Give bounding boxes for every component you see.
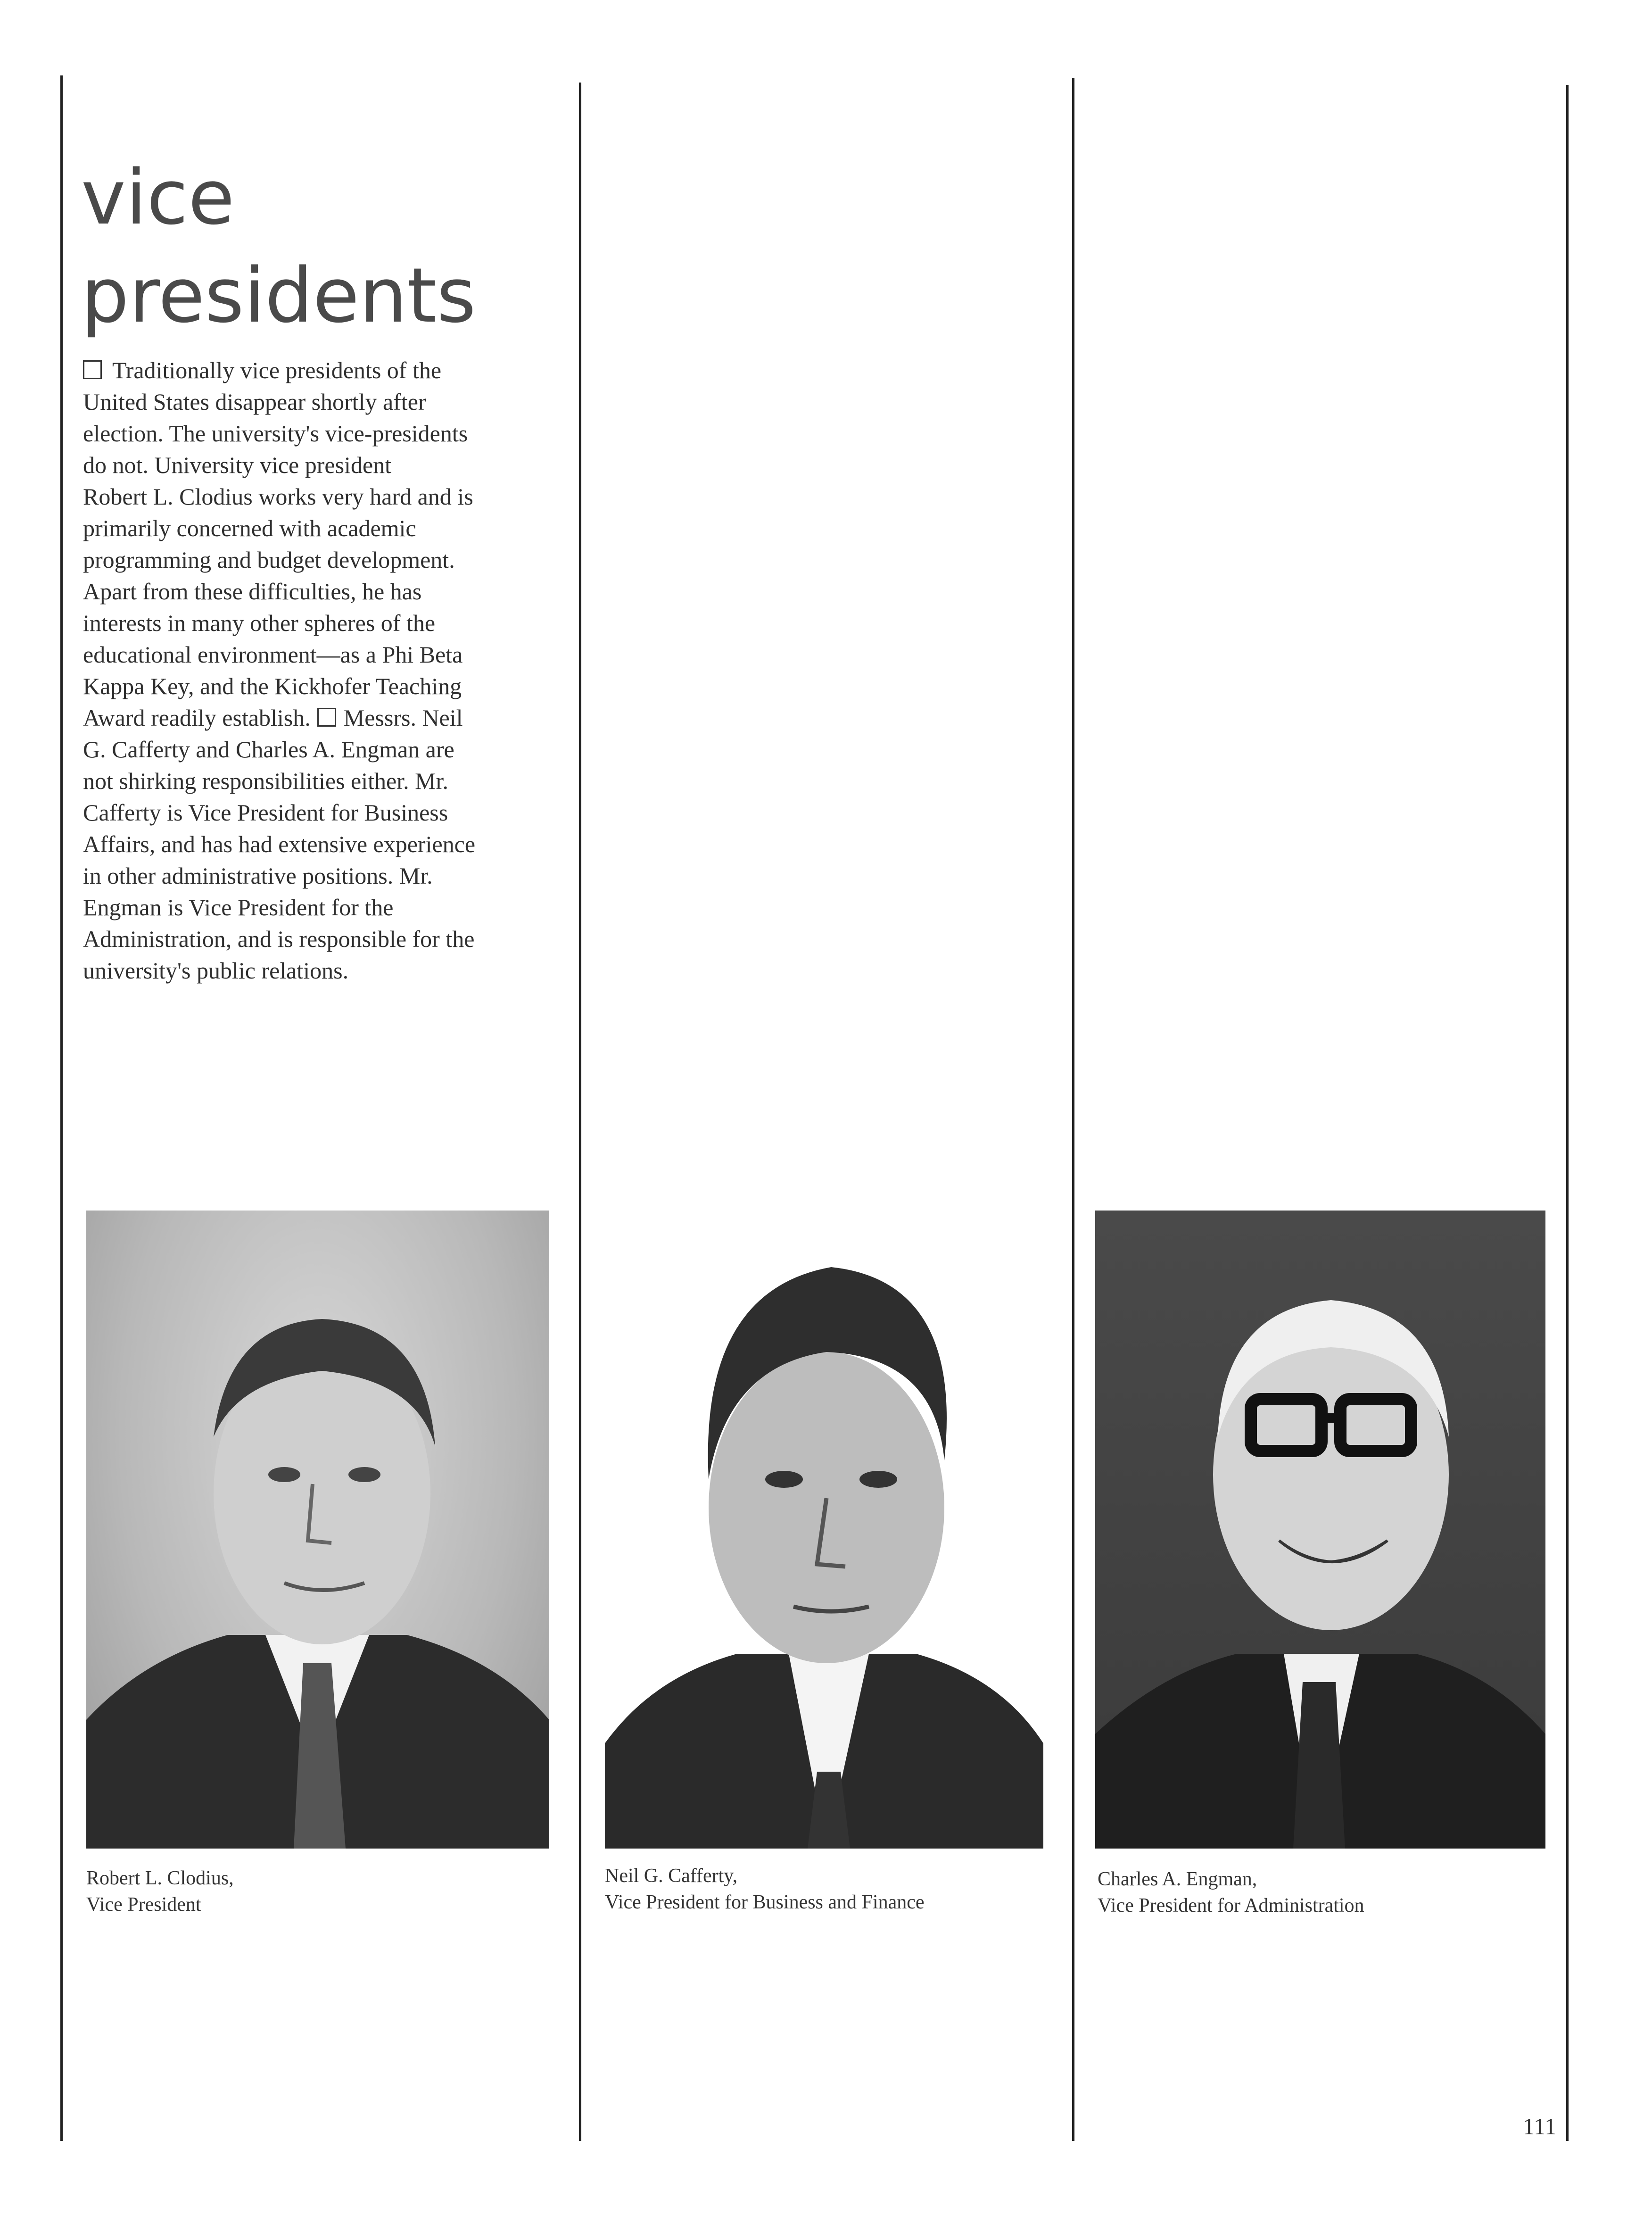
portrait-photo-cafferty: [605, 1215, 1043, 1849]
column-rule-3: [1072, 78, 1074, 2141]
body-line: primarily concerned with academic: [83, 515, 416, 541]
caption-name: Charles A. Engman,: [1098, 1868, 1257, 1890]
body-line: United States disappear shortly after: [83, 389, 426, 415]
title-line-2: presidents: [81, 251, 476, 340]
body-line: G. Cafferty and Charles A. Engman are: [83, 736, 454, 763]
body-line: Award readily establish.: [83, 705, 311, 731]
portrait-cafferty-drawing: [605, 1215, 1043, 1849]
caption-title: Vice President for Administration: [1098, 1895, 1364, 1916]
body-line: not shirking responsibilities either. Mr.: [83, 768, 448, 794]
body-line: Cafferty is Vice President for Business: [83, 799, 448, 826]
bullet-box-icon: [83, 360, 102, 379]
body-line: Kappa Key, and the Kickhofer Teaching: [83, 673, 462, 699]
caption-engman: [1098, 1866, 1364, 1919]
caption-title: Vice President: [86, 1894, 201, 1916]
body-line: Traditionally vice presidents of the: [112, 357, 442, 383]
body-line: Administration, and is responsible for the: [83, 926, 475, 952]
page-title: [81, 149, 476, 345]
body-line: election. The university's vice-presidents: [83, 420, 468, 447]
body-line: do not. University vice president: [83, 452, 392, 478]
body-line: Robert L. Clodius works very hard and is: [83, 483, 473, 510]
body-line: Engman is Vice President for the: [83, 894, 394, 920]
column-rule-1: [60, 75, 63, 2141]
caption-name: Neil G. Cafferty,: [605, 1865, 738, 1887]
body-line: Affairs, and has had extensive experience: [83, 831, 476, 857]
body-line: in other administrative positions. Mr.: [83, 862, 433, 889]
body-line: interests in many other spheres of the: [83, 610, 436, 636]
body-text: [83, 355, 559, 987]
portrait-photo-engman: [1095, 1211, 1545, 1849]
portrait-photo-clodius: [86, 1211, 549, 1849]
column-rule-4: [1566, 85, 1569, 2141]
page-number: 111: [1523, 2113, 1557, 2139]
caption-title: Vice President for Business and Finance: [605, 1891, 925, 1913]
body-line: Apart from these difficulties, he has: [83, 578, 422, 605]
body-line: programming and budget development.: [83, 547, 455, 573]
body-line: university's public relations.: [83, 957, 349, 984]
body-line: Messrs. Neil: [343, 705, 463, 731]
body-line: educational environment—as a Phi Beta: [83, 641, 463, 668]
caption-name: Robert L. Clodius,: [86, 1867, 234, 1889]
portrait-clodius-drawing: [86, 1211, 549, 1849]
portrait-engman-drawing: [1095, 1211, 1545, 1849]
bullet-box-icon: [317, 708, 336, 727]
caption-clodius: [86, 1865, 234, 1918]
title-line-1: vice: [81, 153, 235, 241]
caption-cafferty: [605, 1863, 925, 1916]
column-rule-2: [579, 83, 581, 2141]
